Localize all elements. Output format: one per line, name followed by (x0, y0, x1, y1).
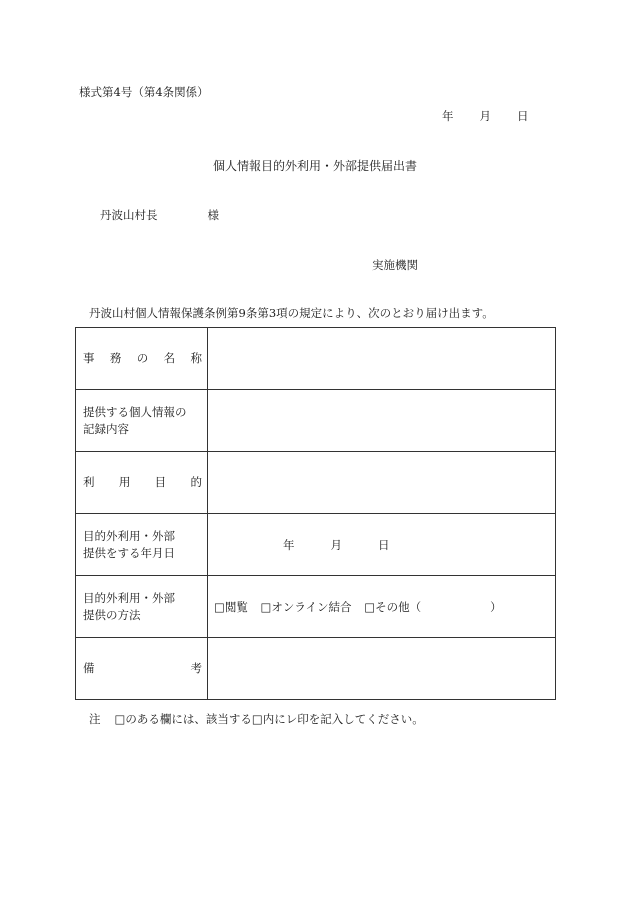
document-title: 個人情報目的外利用・外部提供届出書 (212, 159, 417, 173)
table-row (76, 452, 556, 514)
business-name-field[interactable] (208, 328, 556, 390)
label-char: 用 (118, 475, 131, 489)
label-char: 外 (106, 528, 118, 543)
label-record-content (76, 390, 208, 452)
record-content-field[interactable] (208, 390, 556, 452)
label-char: 的 (190, 475, 202, 489)
label-line: 提供の方法 (83, 607, 141, 622)
label-char: 用 (129, 528, 141, 543)
label-char: の (136, 351, 149, 365)
note-text: □のある欄には、該当する□内にレ印を記入してください。 (114, 712, 424, 726)
label-line: 提供する個人情報の (83, 404, 187, 419)
provision-date-field[interactable] (208, 514, 556, 576)
table-row (76, 576, 556, 638)
table-row (76, 390, 556, 452)
provision-year-label: 年 (283, 537, 295, 552)
label-char: ・ (140, 528, 152, 543)
submission-date (442, 108, 529, 124)
label-char: 目 (154, 475, 167, 489)
checkbox-online-connection[interactable]: □オンライン結合 (260, 599, 352, 614)
label-char: 的 (94, 528, 106, 543)
label-provision-date (76, 514, 208, 576)
label-char: 考 (190, 661, 202, 675)
note-label: 注 (89, 712, 101, 726)
label-provision-method (76, 576, 208, 638)
provision-day-label: 日 (378, 537, 390, 552)
table-row (76, 328, 556, 390)
label-line: 記録内容 (83, 421, 129, 436)
label-business-name (76, 328, 208, 390)
provision-method-field (208, 576, 556, 638)
label-char: 目 (83, 528, 95, 543)
label-line: 目的外利用・外部 (83, 590, 175, 605)
label-purpose (76, 452, 208, 514)
footnote (89, 711, 424, 727)
label-line (83, 528, 202, 545)
notification-form-table (75, 327, 556, 700)
label-char: 利 (83, 475, 95, 489)
label-char: 事 (83, 351, 95, 365)
label-char: 務 (109, 351, 122, 365)
label-char: 備 (83, 661, 95, 675)
label-remarks (76, 638, 208, 700)
label-char: 名 (163, 351, 176, 365)
purpose-field[interactable] (208, 452, 556, 514)
table-row (76, 514, 556, 576)
addressee-honorific: 様 (207, 208, 219, 222)
addressee-name: 丹波山村長 (100, 208, 158, 222)
date-year-label: 年 (442, 109, 454, 123)
label-char: 外 (152, 528, 164, 543)
table-row (76, 638, 556, 700)
label-char: 部 (163, 528, 175, 543)
provision-month-label: 月 (330, 537, 342, 552)
addressee (100, 207, 219, 223)
date-day-label: 日 (517, 109, 529, 123)
label-char: 利 (117, 528, 129, 543)
agency-label: 実施機関 (372, 258, 418, 272)
checkbox-other[interactable]: □その他（ ） (364, 599, 502, 614)
label-line: 提供をする年月日 (83, 545, 175, 560)
remarks-field[interactable] (208, 638, 556, 700)
lead-text: 丹波山村個人情報保護条例第9条第3項の規定により、次のとおり届け出ます。 (89, 306, 494, 320)
checkbox-browsing[interactable]: □閲覧 (214, 599, 248, 614)
label-char: 称 (190, 351, 202, 365)
date-month-label: 月 (479, 109, 491, 123)
form-number: 様式第4号（第4条関係） (79, 85, 209, 99)
